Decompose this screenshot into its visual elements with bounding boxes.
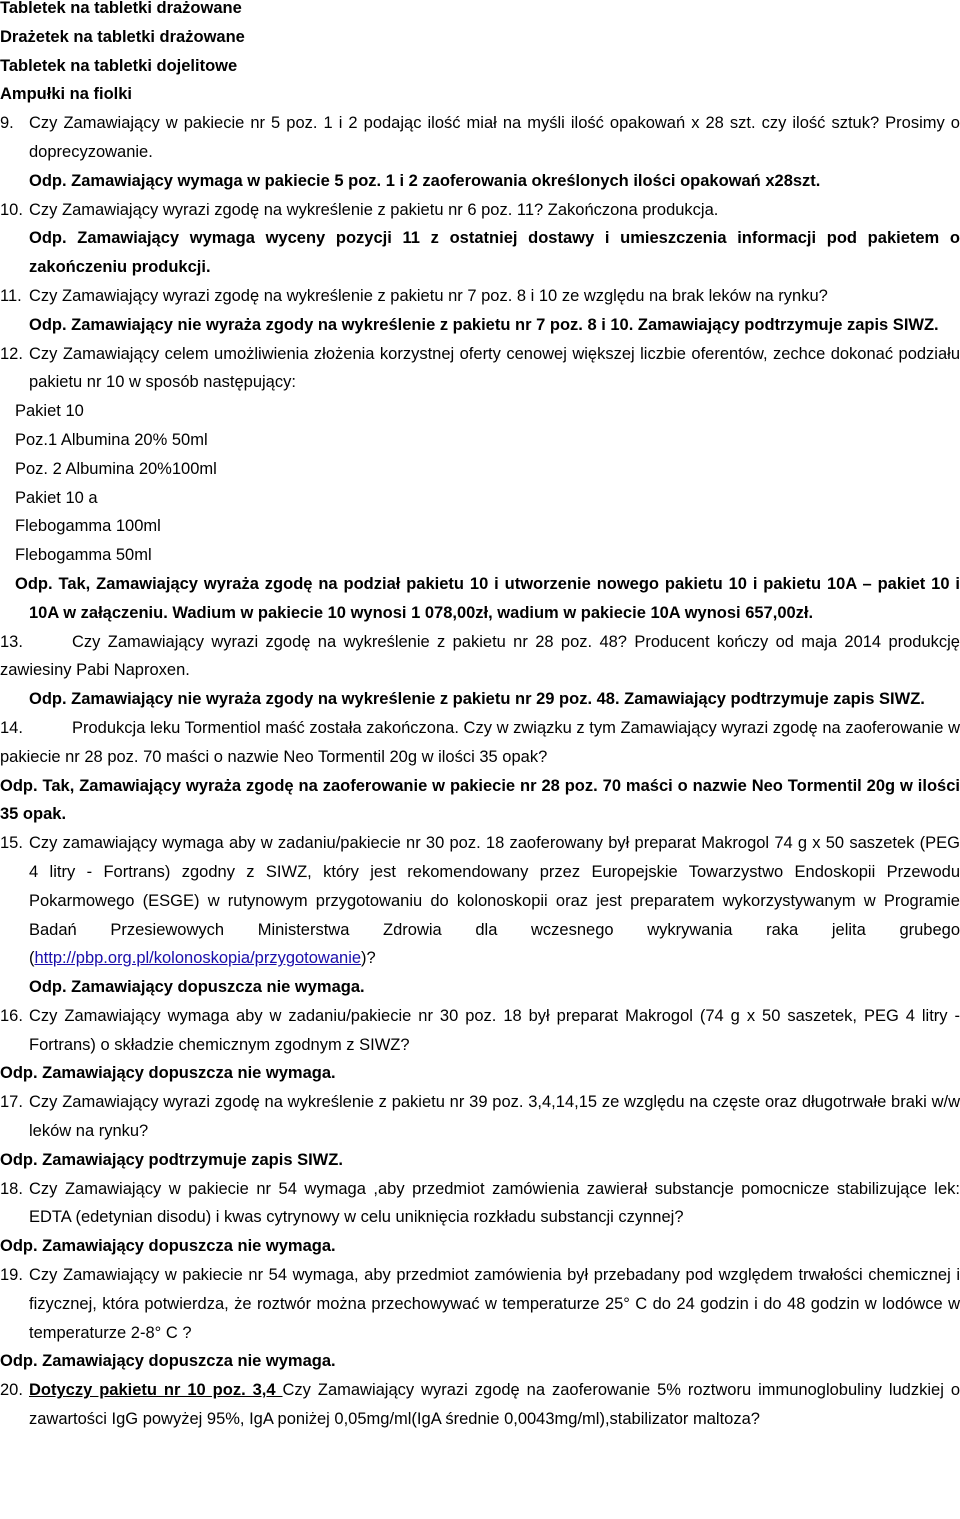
answer-19: Odp. Zamawiający dopuszcza nie wymaga. (0, 1352, 336, 1371)
question-13 (0, 628, 960, 686)
question-number: 19. (0, 1266, 23, 1285)
package-line: Pakiet 10 a (15, 488, 98, 507)
package-line: Flebogamma 50ml (15, 546, 152, 565)
package-line: Poz. 2 Albumina 20%100ml (15, 459, 217, 478)
question-20 (0, 1376, 960, 1434)
question-text: Czy Zamawiający w pakiecie nr 5 poz. 1 i 2 podając ilość miał na myśli ilość opakowań x 28 szt. czy ilość sztuk? Prosimy o doprecyzowanie. (29, 114, 960, 161)
question-text: Czy Zamawiający w pakiecie nr 54 wymaga ,aby przedmiot zamówienia zawierał substancje pomocnicze stabilizujące lek: EDTA (edetynian disodu) i kwas cytrynowy w celu uniknięcia rozkładu substancji czynnej? (29, 1179, 960, 1227)
question-number: 15. (0, 834, 23, 853)
question-number: 10. (0, 200, 23, 219)
answer-12: Odp. Tak, Zamawiający wyraża zgodę na podział pakietu 10 i utworzenie nowego pakietu 10 i pakietu 10A – pakiet 10 i 10A w załączeniu. Wadium w pakiecie 10 wynosi 1 078,00zł, wadium w pakiecie 10A wynosi 657,00zł. (15, 574, 960, 622)
question-text: Czy zamawiający wymaga aby w zadaniu/pakiecie nr 30 poz. 18 zaoferowany był preparat Makrogol 74 g x 50 saszetek (PEG 4 litry - Fortrans) zgodny z SIWZ, który jest rekomendowany przez Europejskie Towarzystwo Endoskopii Przewodu Pokarmowego (ESGE) w rutynowym przygotowaniu do kolonoskopii oraz jest preparatem wykorzystywanym w Programie Badań Przesiewowych Ministerstwa Zdrowia dla wczesnego wykrywania raka jelita grubego (http://pbp.org.pl/kolonoskopia/przygotowanie)? (29, 834, 960, 968)
answer-14: Odp. Tak, Zamawiający wyraża zgodę na zaoferowanie w pakiecie nr 28 poz. 70 maści o nazwie Neo Tormentil 20g w ilości 35 opak. (0, 776, 960, 824)
header-line: Tabletek na tabletki dojelitowe (0, 56, 238, 75)
answer-18: Odp. Zamawiający dopuszcza nie wymaga. (0, 1237, 336, 1256)
answer-13: Odp. Zamawiający nie wyraża zgody na wykreślenie z pakietu nr 29 poz. 48. Zamawiający podtrzymuje zapis SIWZ. (29, 690, 925, 709)
header-line: Drażetek na tabletki drażowane (0, 27, 245, 46)
answer-15: Odp. Zamawiający dopuszcza nie wymaga. (29, 978, 365, 997)
question-10 (0, 196, 960, 225)
question-text: Czy Zamawiający wyrazi zgodę na wykreślenie z pakietu nr 6 poz. 11? Zakończona produkcja. (29, 200, 719, 219)
question-text: Czy Zamawiający celem umożliwienia złożenia korzystnej oferty cenowej większej liczbie oferentów, zechce dokonać podziału pakietu nr 10 w sposób następujący: (29, 344, 960, 392)
question-text: Czy Zamawiający w pakiecie nr 54 wymaga, aby przedmiot zamówienia był przebadany pod względem trwałości chemicznej i fizycznej, która potwierdza, że roztwór można przechowywać w temperaturze 25° C do 24 godzin i do 48 godzin w lodówce w temperaturze 2-8° C ? (29, 1266, 960, 1342)
question-16 (0, 1002, 960, 1060)
question-number: 20. (0, 1381, 23, 1400)
question-text: Czy Zamawiający wyrazi zgodę na wykreślenie z pakietu nr 28 poz. 48? Producent kończy od maja 2014 produkcję zawiesiny Pabi Naproxen. (0, 632, 960, 680)
question-number: 13. (0, 632, 23, 651)
question-text: Czy Zamawiający wyrazi zgodę na zaoferowanie 5% roztworu immunoglobuliny ludzkiej o zawartości IgG powyżej 95%, IgA poniżej 0,05mg/ml(IgA średnie 0,0043mg/ml),stabilizator maltoza? (29, 1381, 960, 1429)
question-number: 9. (0, 114, 14, 133)
package-line: Pakiet 10 (15, 402, 84, 421)
question-text: Produkcja leku Tormentiol maść została zakończona. Czy w związku z tym Zamawiający wyrazi zgodę na zaoferowanie w pakiecie nr 28 poz. 70 maści o nazwie Neo Tormentil 20g w ilości 35 opak? (0, 718, 960, 766)
answer-16: Odp. Zamawiający dopuszcza nie wymaga. (0, 1064, 336, 1083)
program-link[interactable]: http://pbp.org.pl/kolonoskopia/przygotowanie (34, 949, 362, 968)
question-number: 18. (0, 1179, 23, 1198)
question-number: 16. (0, 1006, 23, 1025)
question-number: 12. (0, 344, 23, 363)
question-text: Czy Zamawiający wyrazi zgodę na wykreślenie z pakietu nr 39 poz. 3,4,14,15 ze względu na częste oraz długotrwałe braki w/w leków na rynku? (29, 1093, 960, 1141)
question-19 (0, 1261, 960, 1347)
question-12 (0, 340, 960, 398)
answer-17: Odp. Zamawiający podtrzymuje zapis SIWZ. (0, 1150, 343, 1169)
question-11 (0, 282, 960, 311)
question-number: 14. (0, 718, 23, 737)
header-line: Tabletek na tabletki drażowane (0, 0, 242, 17)
question-lead: Dotyczy pakietu nr 10 poz. 3,4 (29, 1381, 283, 1400)
question-number: 11. (0, 286, 22, 305)
question-14 (0, 714, 960, 772)
package-line: Poz.1 Albumina 20% 50ml (15, 430, 208, 449)
header-line: Ampułki na fiolki (0, 85, 133, 104)
question-text: Czy Zamawiający wyrazi zgodę na wykreślenie z pakietu nr 7 poz. 8 i 10 ze względu na brak leków na rynku? (29, 286, 828, 305)
question-text: Czy Zamawiający wymaga aby w zadaniu/pakiecie nr 30 poz. 18 był preparat Makrogol (74 g x 50 saszetek, PEG 4 litry - Fortrans) o składzie chemicznym zgodnym z SIWZ? (29, 1006, 960, 1054)
answer-9: Odp. Zamawiający wymaga w pakiecie 5 poz. 1 i 2 zaoferowania określonych ilości opakowań x28szt. (29, 171, 821, 190)
answer-11: Odp. Zamawiający nie wyraża zgody na wykreślenie z pakietu nr 7 poz. 8 i 10. Zamawiający podtrzymuje zapis SIWZ. (29, 315, 939, 334)
question-15 (0, 829, 960, 973)
question-18 (0, 1175, 960, 1233)
package-line: Flebogamma 100ml (15, 517, 161, 536)
question-number: 17. (0, 1093, 23, 1112)
question-17 (0, 1088, 960, 1146)
question-9 (0, 109, 960, 167)
answer-10: Odp. Zamawiający wymaga wyceny pozycji 11 z ostatniej dostawy i umieszczenia informacji pod pakietem o zakończeniu produkcji. (29, 229, 960, 277)
